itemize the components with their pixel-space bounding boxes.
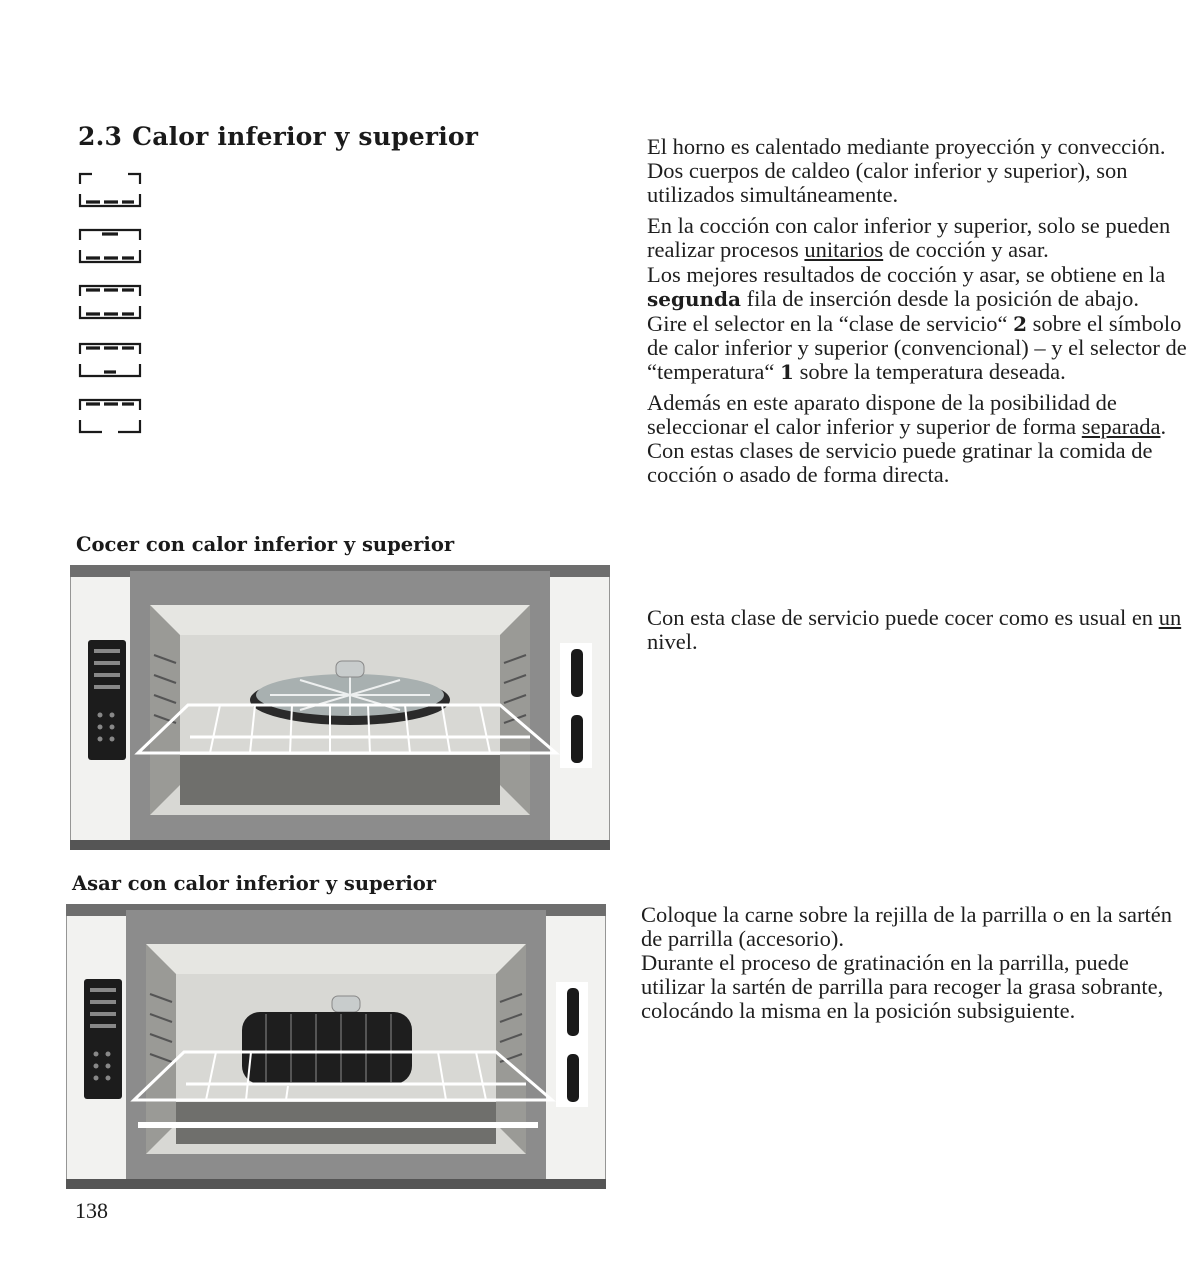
intro-paragraph-4: Gire el selector en la “clase de servicio“ 2 sobre el símbolo de calor inferior y superior (convencional) – y el selector de “temperatura“ 1 sobre la temperatura deseada.: [647, 311, 1187, 384]
asar-text: [641, 903, 1191, 1030]
asar-paragraph-1: Coloque la carne sobre la rejilla de la parrilla o en la sartén de parrilla (accesorio).: [641, 902, 1173, 951]
top-heat-bottom-center-icon: [80, 344, 140, 376]
section-title: [78, 122, 478, 151]
control-panel: [88, 640, 126, 760]
door-handle-lower: [567, 1054, 579, 1102]
section-number: 2.3: [78, 122, 123, 151]
oven-roasting-illustration: [66, 904, 606, 1189]
intro-paragraph-1: El horno es calentado mediante proyección y convección. Dos cuerpos de caldeo (calor inferior y superior), son utilizados simultáneamente.: [647, 134, 1166, 207]
intro-paragraph-2: En la cocción con calor inferior y superior, solo se pueden realizar procesos unitarios de cocción y asar.: [647, 213, 1171, 262]
drip-pan: [138, 1122, 538, 1128]
page-number: 138: [75, 1198, 108, 1223]
intro-paragraph-3: Los mejores resultados de cocción y asar, se obtiene en la segunda fila de inserción desde la posición de abajo.: [647, 262, 1166, 311]
intro-text: [647, 135, 1192, 494]
cocer-paragraph: Con esta clase de servicio puede cocer como es usual en un nivel.: [647, 605, 1182, 654]
top-bottom-heat-icon: [80, 230, 140, 262]
asar-paragraph-2: Durante el proceso de gratinación en la parrilla, puede utilizar la sartén de parrilla para recoger la grasa sobrante, colocándo la misma en la posición subsiguiente.: [641, 950, 1164, 1023]
oven-baking-illustration: [70, 565, 610, 850]
cocer-heading: Cocer con calor inferior y superior: [76, 533, 455, 556]
top-heat-icon: [80, 400, 140, 432]
section-title-text: Calor inferior y superior: [132, 122, 479, 151]
heating-mode-symbols: [74, 166, 154, 496]
bottom-heat-icon: [80, 174, 140, 206]
door-handle-upper: [567, 988, 579, 1036]
control-panel: [84, 979, 122, 1099]
door-handle-lower: [571, 715, 583, 763]
intro-paragraph-5: Además en este aparato dispone de la posibilidad de seleccionar el calor inferior y superior de forma separada. Con estas clases de servicio puede gratinar la comida de cocción o asado de forma directa.: [647, 390, 1167, 487]
asar-heading: Asar con calor inferior y superior: [72, 872, 437, 895]
door-handle-upper: [571, 649, 583, 697]
full-top-bottom-heat-icon: [80, 286, 140, 318]
roast-meat: [242, 1012, 412, 1084]
cocer-text: [647, 606, 1192, 661]
